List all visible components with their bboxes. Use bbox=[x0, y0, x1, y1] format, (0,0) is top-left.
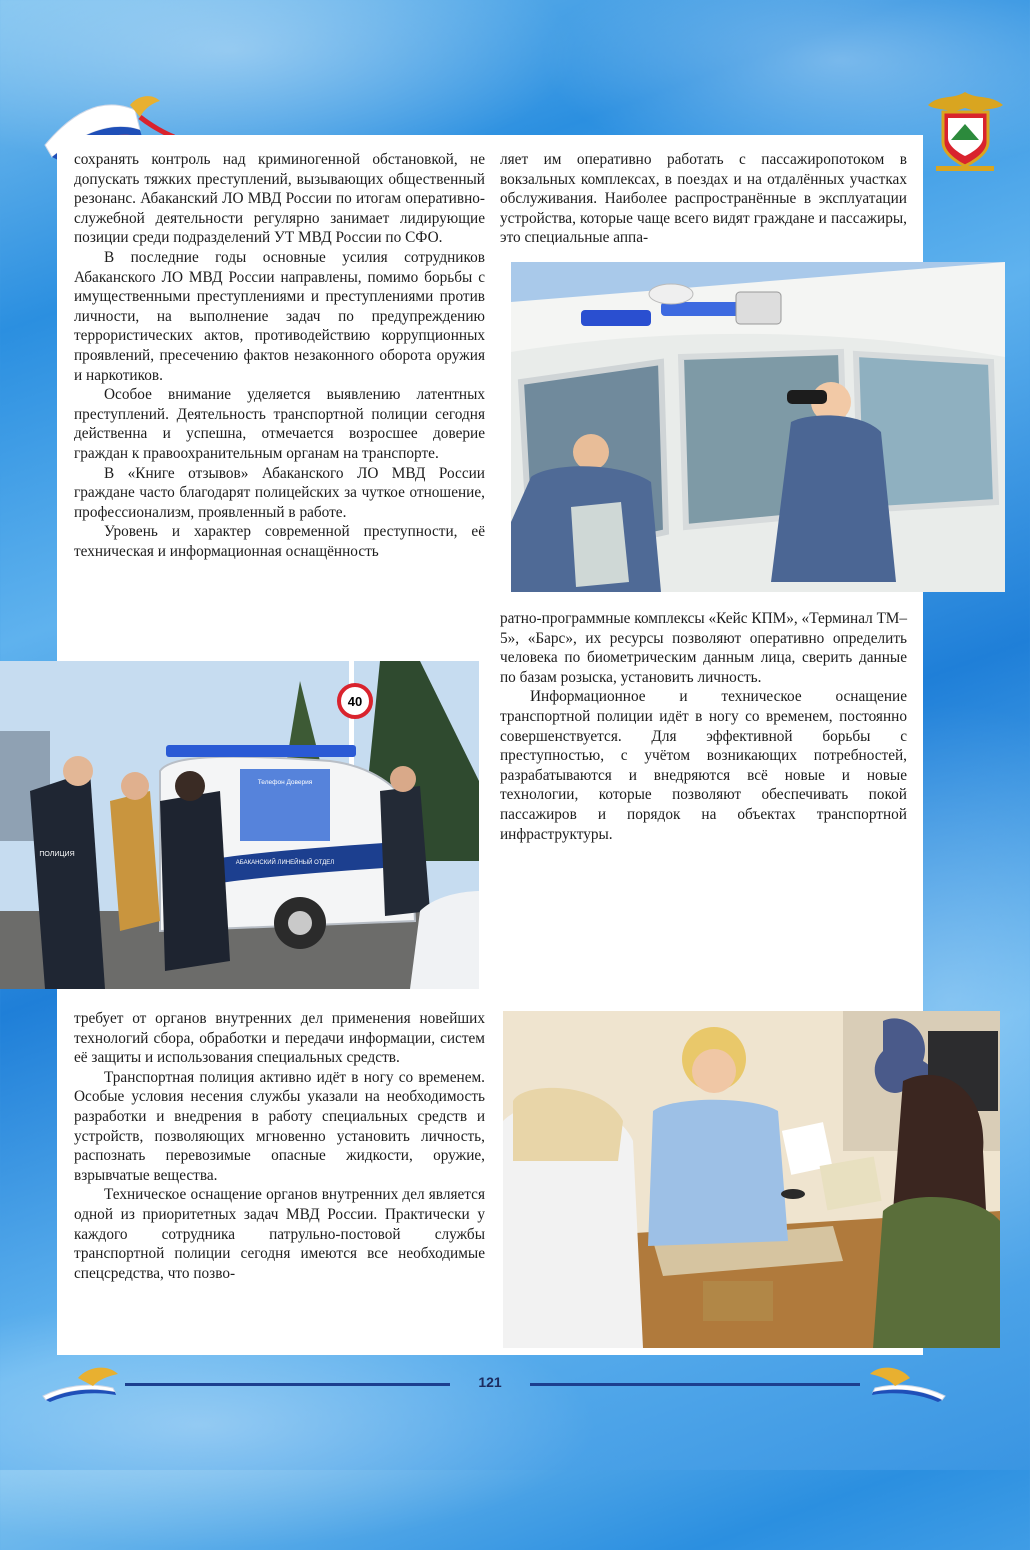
paragraph: Особое внимание уделяется выявлению латентных преступлений. Деятельность транспортной полиции сегодня действенна и успешна, отмечается возросшее доверие граждан к правоохранительным органам на транспорте. bbox=[74, 386, 485, 462]
police-van-photo bbox=[0, 661, 479, 989]
right-column-top bbox=[500, 150, 907, 248]
paragraph: ратно-программные комплексы «Кейс КПМ», «Терминал ТМ–5», «Барс», их ресурсы позволяют оперативно определить человека по биометрическим данным лица, сверить данные по базам розыска, установить личность. bbox=[500, 610, 907, 686]
paragraph: Техническое оснащение органов внутренних дел является одной из приоритетных задач МВД России. Практически у каждого сотрудника патрульно-постовой службы транспортной полиции сегодня имеются все необходимые спецсредства, что позво- bbox=[74, 1186, 485, 1282]
van-stripe-text: АБАКАНСКИЙ ЛИНЕЙНЫЙ ОТДЕЛ bbox=[235, 860, 335, 866]
patrol-boat-photo bbox=[511, 262, 1005, 592]
paragraph: В «Книге отзывов» Абаканского ЛО МВД России граждане часто благодарят полицейских за чуткое отношение, профессионализм, проявленный в работе. bbox=[74, 464, 485, 521]
paragraph: сохранять контроль над криминогенной обстановкой, не допускать тяжких преступлений, вызывающих общественный резонанс. Абаканский ЛО МВД России по итогам оперативно-служебной деятельности регулярно занимает лидирующие позиции среди подразделений УТ МВД России по СФО. bbox=[74, 151, 485, 247]
right-column-middle bbox=[500, 609, 907, 844]
footer-flag-right-icon bbox=[860, 1358, 950, 1403]
police-patch-text: ПОЛИЦИЯ bbox=[39, 851, 75, 858]
officer-desk-photo bbox=[503, 1011, 1000, 1348]
paragraph: требует от органов внутренних дел применения новейших технологий сбора, обработки и передачи информации, систем её защиты и использования специальных средств. bbox=[74, 1010, 485, 1067]
paragraph: ляет им оперативно работать с пассажиропотоком в вокзальных комплексах, в поездах и на отдалённых участках обслуживания. Наиболее распространённые в эксплуатации устройства, которые чаще всего видят граждане и пассажиры, это специальные аппа- bbox=[500, 151, 907, 247]
van-illustration bbox=[0, 661, 479, 989]
paragraph: Информационное и техническое оснащение транспортной полиции идёт в ногу со временем, постоянно совершенствуется. Для эффективной борьбы с преступностью, с учётом возникающих потребностей, разрабатываются и внедряются всё новые и новые технологии, которые позволяют обеспечивать покой пассажиров и порядок на объектах транспортной инфраструктуры. bbox=[500, 688, 907, 843]
footer-rule-right bbox=[530, 1383, 860, 1386]
van-sign-text: Телефон Доверия bbox=[257, 779, 313, 786]
paragraph: Транспортная полиция активно идёт в ногу со временем. Особые условия несения службы указали на необходимость разработки и внедрения в работу специальных средств и устройств, позволяющих мгновенно установить личность, распознать перевозимые опасные жидкости, оружие, взрывчатые вещества. bbox=[74, 1068, 485, 1184]
police-emblem-icon bbox=[918, 80, 1013, 175]
boat-illustration bbox=[511, 262, 1005, 592]
paragraph: Уровень и характер современной преступности, её техническая и информационная оснащённость bbox=[74, 523, 485, 560]
footer-rule-left bbox=[125, 1383, 450, 1386]
left-column-top bbox=[74, 150, 485, 561]
footer-flag-left-icon bbox=[38, 1358, 128, 1403]
paragraph: В последние годы основные усилия сотрудников Абаканского ЛО МВД России направлены, помимо борьбы с имущественными преступлениями и преступлениями против личности, на выполнение задач по предупреждению террористических актов, противодействию коррупционных проявлений, пресечению фактов незаконного оборота оружия и наркотиков. bbox=[74, 248, 485, 384]
desk-illustration bbox=[503, 1011, 1000, 1348]
page-number: 121 bbox=[478, 1374, 502, 1390]
left-column-bottom bbox=[74, 1009, 485, 1283]
speed-limit-sign: 40 bbox=[347, 694, 363, 709]
